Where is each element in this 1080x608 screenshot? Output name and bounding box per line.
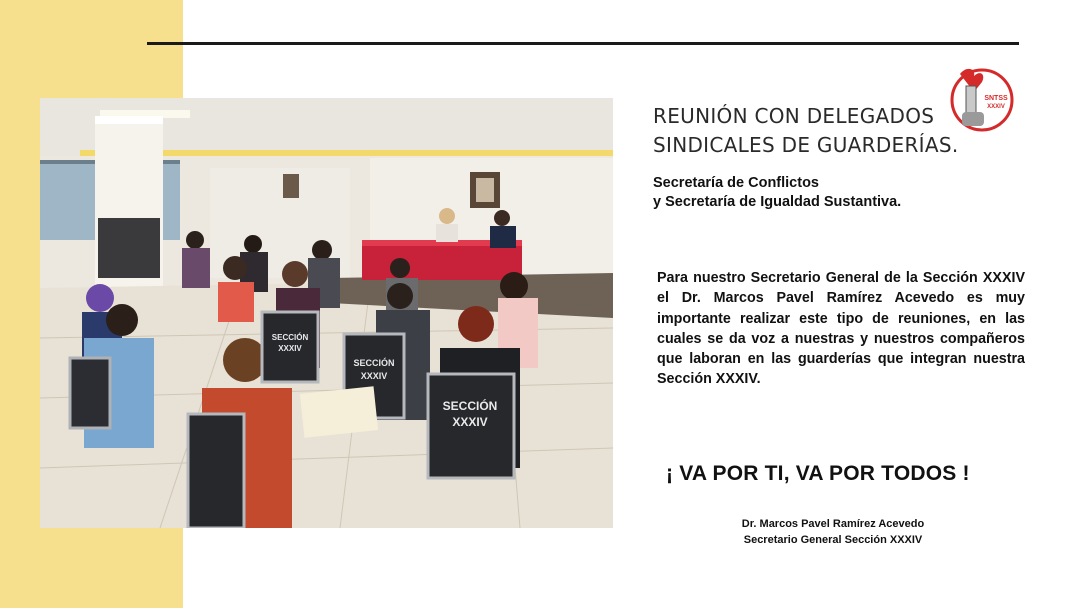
slogan: ¡ VA POR TI, VA POR TODOS !: [666, 462, 970, 485]
chair-label-3-line1: SECCIÓN: [442, 399, 498, 413]
meeting-photo-illustration: [40, 98, 613, 528]
chair-label-1-line1: SECCIÓN: [271, 333, 309, 342]
chair-label-2-line1: SECCIÓN: [353, 358, 395, 368]
meeting-photo: [40, 98, 613, 528]
signature-name: Dr. Marcos Pavel Ramírez Acevedo: [741, 518, 925, 530]
page-title: REUNIÓN CON DELEGADOS SINDICALES DE GUARDERÍAS.: [653, 104, 959, 157]
signature-block: [700, 516, 966, 548]
subtitle-line-2: y Secretaría de Igualdad Sustantiva.: [653, 194, 902, 210]
logo-text-line2: XXXIV: [987, 104, 1005, 110]
page-subtitle: [653, 174, 983, 212]
body-paragraph: Para nuestro Secretario General de la Sección XXXIV el Dr. Marcos Pavel Ramírez Acevedo es muy importante realizar este tipo de reuniones, en las cuales se da voz a nuestras y nuestros compañeros que laboran en las guarderías que integran nuestra Sección XXXIV.: [657, 270, 1025, 388]
top-divider-line: [147, 42, 1019, 45]
logo-text-line1: SNTSS: [984, 95, 1008, 102]
chair-label-2-line2: XXXIV: [360, 371, 388, 381]
subtitle-line-1: Secretaría de Conflictos: [653, 175, 819, 191]
signature-role: Secretario General Sección XXXIV: [743, 534, 923, 546]
chair-label-1-line2: XXXIV: [278, 344, 302, 353]
chair-label-3-line2: XXXIV: [452, 415, 488, 429]
